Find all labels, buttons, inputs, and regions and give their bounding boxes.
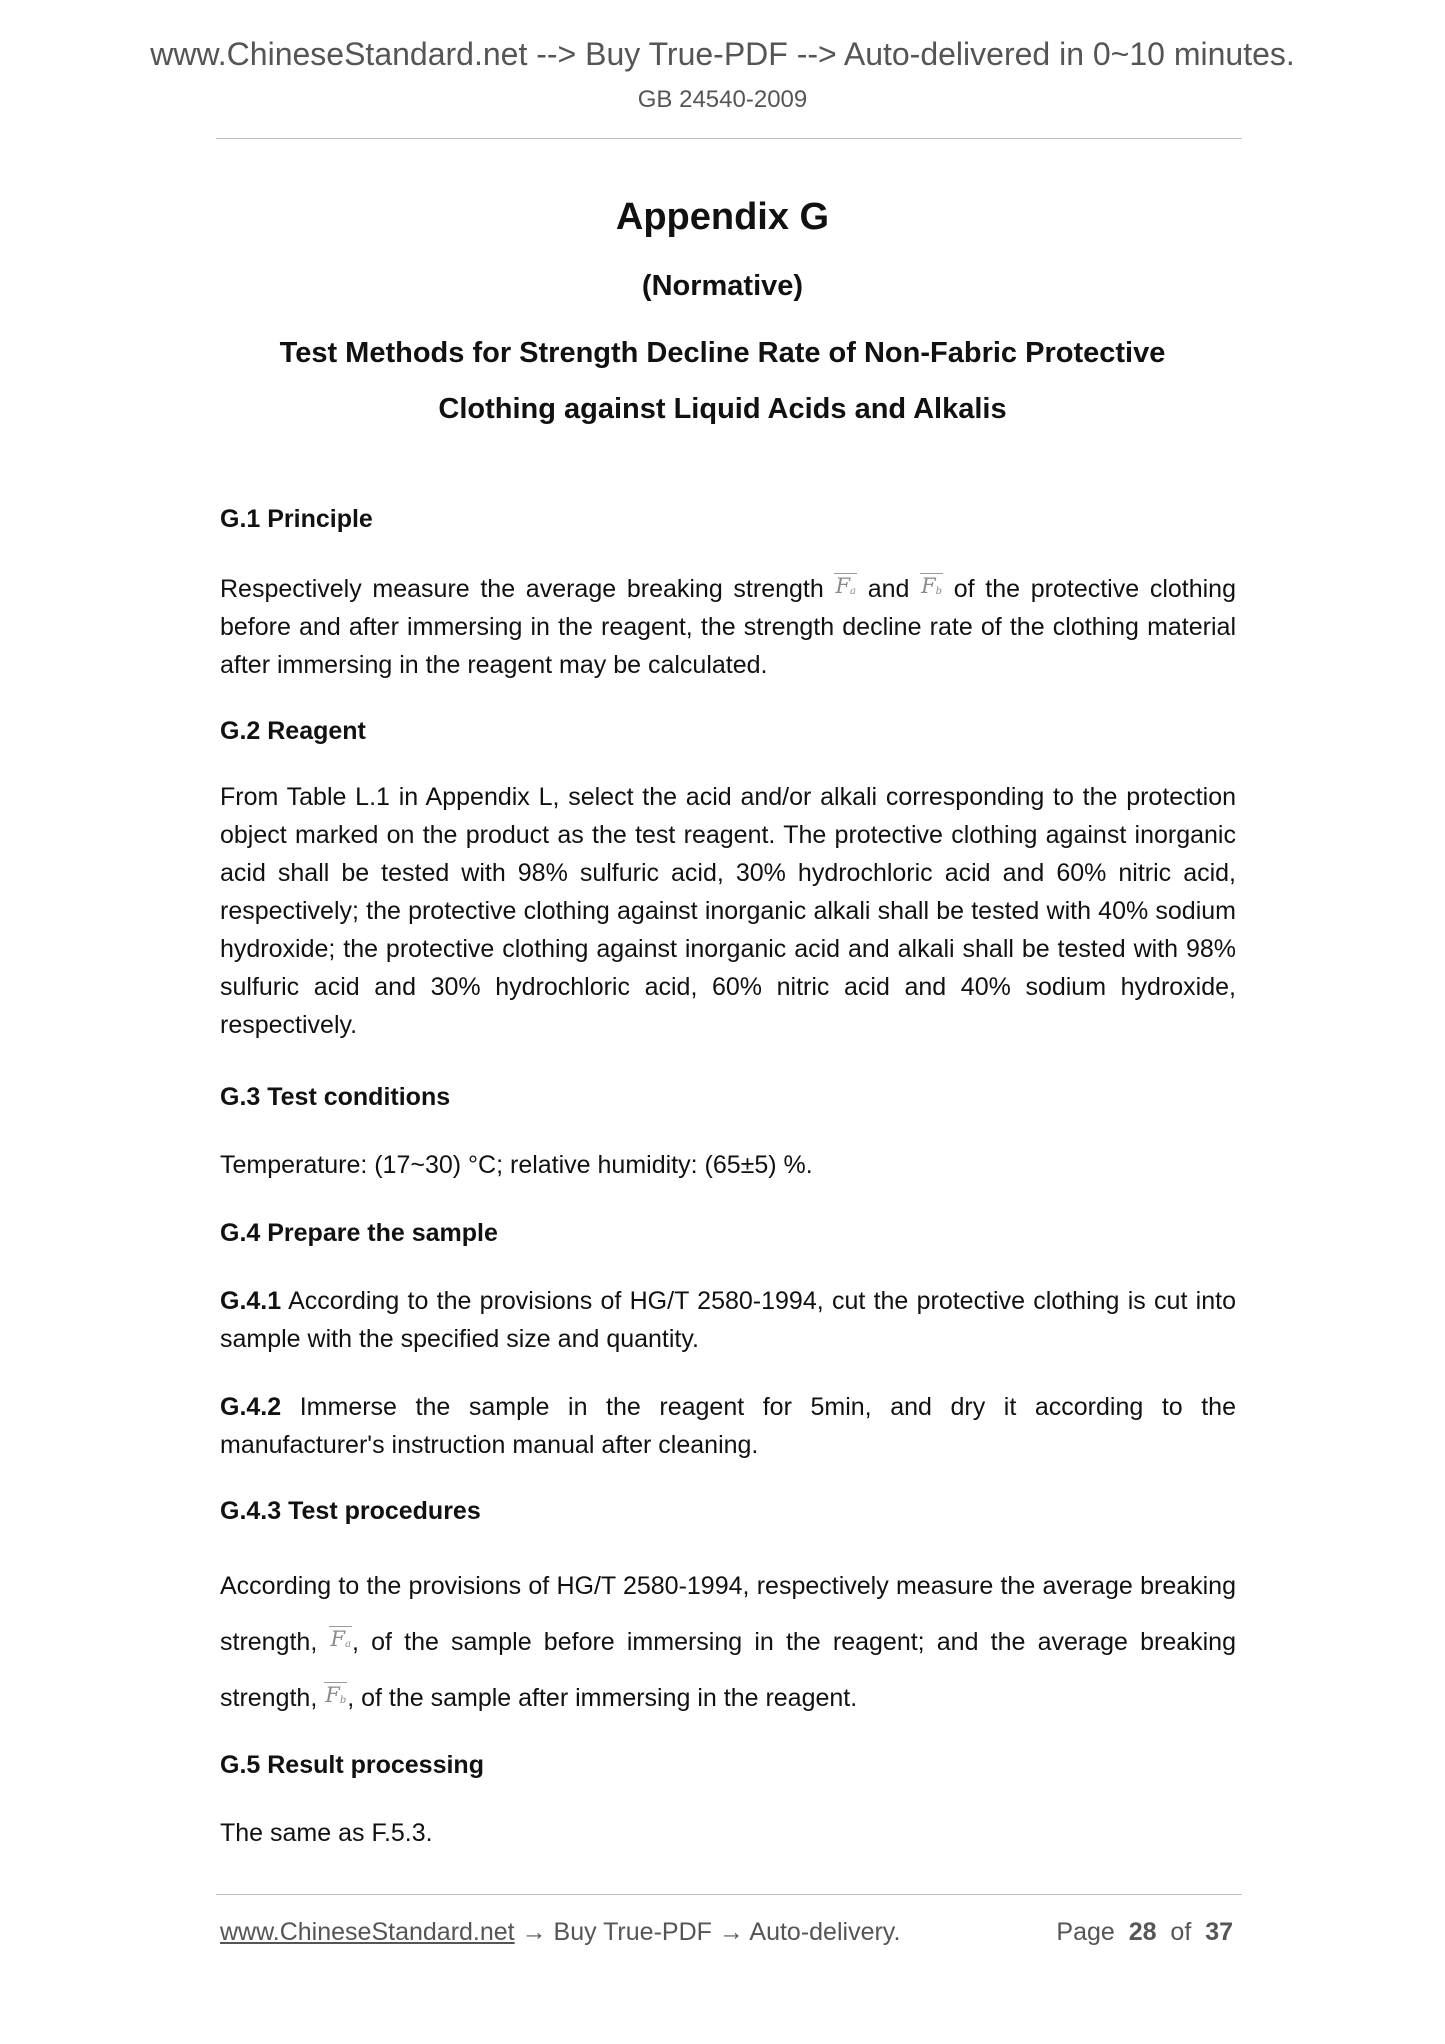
- footer-divider: [216, 1894, 1242, 1895]
- g41-number: G.4.1: [220, 1287, 282, 1315]
- document-title: [0, 325, 1445, 437]
- footer-promo-text: → Buy True-PDF → Auto-delivery.: [514, 1918, 901, 1946]
- fa-symbol: $F_a$: [835, 574, 856, 598]
- page-indicator: [1056, 1918, 1233, 1947]
- g42-text: Immerse the sample in the reagent for 5min, and dry it according to the manufacturer's instruction manual after cleaning.: [220, 1393, 1236, 1459]
- page-number: 28: [1128, 1918, 1157, 1946]
- section-g2-heading: G.2 Reagent: [220, 717, 366, 745]
- section-g1-paragraph: [220, 570, 1236, 684]
- g42-number: G.4.2: [220, 1393, 282, 1421]
- g1-text-b: and: [867, 575, 910, 603]
- footer-website-link[interactable]: www.ChineseStandard.net: [220, 1918, 515, 1946]
- page-label: Page: [1056, 1918, 1115, 1946]
- g41-text: According to the provisions of HG/T 2580-1994, cut the protective clothing is cut into sample with the specified size and quantity.: [220, 1287, 1236, 1353]
- page-total: 37: [1205, 1918, 1233, 1946]
- header-banner: www.ChineseStandard.net --> Buy True-PDF --> Auto-delivered in 0~10 minutes.: [150, 36, 1295, 72]
- section-g43-paragraph: [220, 1558, 1236, 1726]
- standard-code: GB 24540-2009: [637, 86, 808, 113]
- document-title-line-2: Clothing against Liquid Acids and Alkalis: [438, 393, 1007, 425]
- g1-text-c: of the protective clothing before and after immersing in the reagent, the strength decline rate of the clothing material after immersing in the reagent may be calculated.: [220, 575, 1236, 679]
- fb-symbol: $F_b$: [921, 574, 943, 598]
- section-g5-paragraph: The same as F.5.3.: [220, 1819, 433, 1847]
- g1-text-a: Respectively measure the average breaking strength: [220, 575, 824, 603]
- fb-symbol-2: $F_b$: [325, 1683, 347, 1707]
- section-g41-paragraph: [220, 1282, 1236, 1358]
- fa-symbol-2: $F_a$: [330, 1627, 351, 1651]
- section-g42-paragraph: [220, 1388, 1236, 1464]
- g43-text-c: , of the sample after immersing in the reagent.: [347, 1684, 858, 1712]
- section-g43-heading: G.4.3 Test procedures: [220, 1497, 481, 1525]
- section-g2-paragraph: From Table L.1 in Appendix L, select the acid and/or alkali corresponding to the protection object marked on the product as the test reagent. The protective clothing against inorganic acid shall be tested with 98% sulfuric acid, 30% hydrochloric acid and 60% nitric acid, respectively; the protective clothing against inorganic alkali shall be tested with 40% sodium hydroxide; the protective clothing against inorganic acid and alkali shall be tested with 98% sulfuric acid and 30% hydrochloric acid, 60% nitric acid and 40% sodium hydroxide, respectively.: [220, 783, 1236, 1039]
- section-g5-heading: G.5 Result processing: [220, 1751, 484, 1779]
- document-title-line-1: Test Methods for Strength Decline Rate of Non-Fabric Protective: [279, 337, 1166, 369]
- g43-text-b: , of the sample before immersing in the reagent; and the average breaking strength,: [220, 1628, 1236, 1712]
- g43-text-a: According to the provisions of HG/T 2580-1994, respectively measure the average breaking strength,: [220, 1572, 1236, 1656]
- footer-promo: [220, 1918, 900, 1947]
- section-g3-heading: G.3 Test conditions: [220, 1083, 451, 1111]
- normative-label: (Normative): [641, 270, 804, 302]
- section-g3-paragraph: Temperature: (17~30) °C; relative humidity: (65±5) %.: [220, 1151, 813, 1179]
- page-of-label: of: [1170, 1918, 1192, 1946]
- header-divider: [216, 138, 1242, 139]
- section-g4-heading: G.4 Prepare the sample: [220, 1219, 498, 1247]
- appendix-title: Appendix G: [615, 196, 830, 238]
- section-g1-heading: G.1 Principle: [220, 505, 373, 533]
